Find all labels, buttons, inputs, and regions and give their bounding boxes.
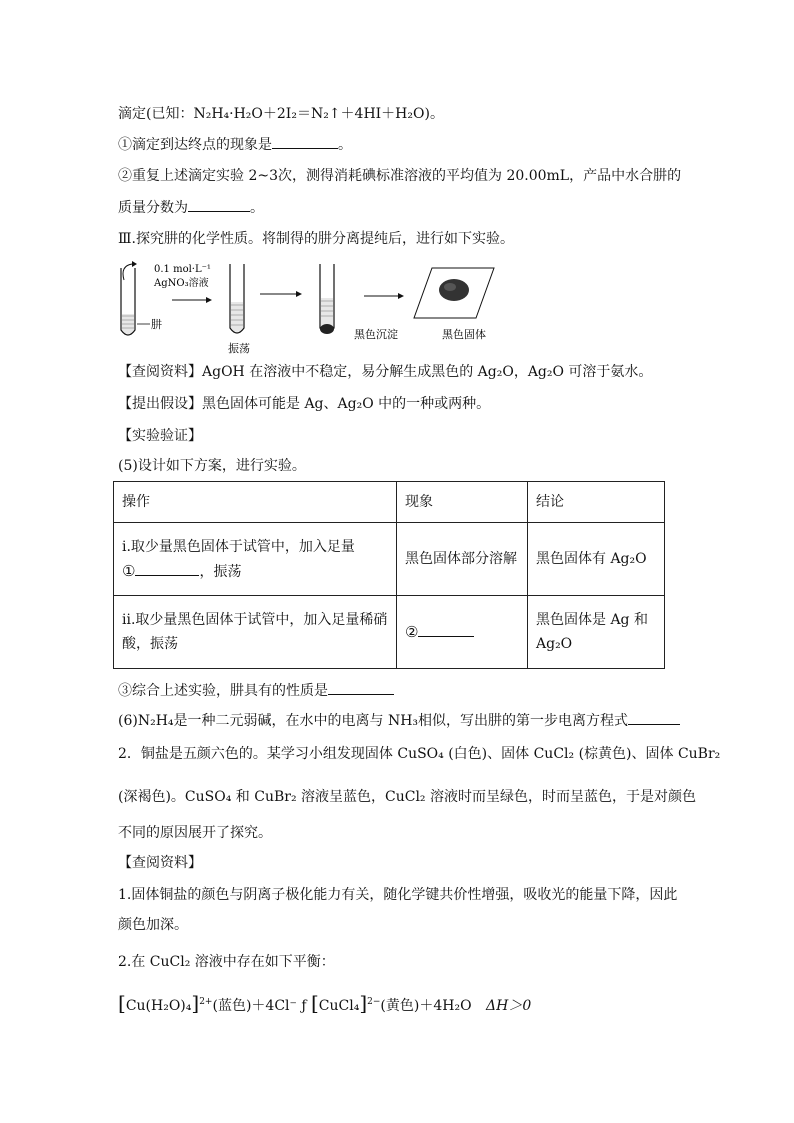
- arrow-head: [296, 291, 302, 297]
- conclusion-text: 黑色固体有 Ag₂O: [536, 551, 647, 567]
- conclusion-cell: [528, 523, 665, 596]
- test-tube-3: [320, 264, 334, 334]
- problem-text: (深褐色)。CuSO₄ 和 CuBr₂ 溶液呈蓝色，CuCl₂ 溶液时而呈绿色，时而呈蓝色，于是对颜色: [118, 789, 696, 805]
- arrow-head: [132, 261, 137, 267]
- reference-text: 1.固体铜盐的颜色与阴离子极化能力有关，随化学键共价性增强，吸收光的能量下降，因此: [118, 887, 678, 903]
- problem-text: 不同的原因展开了探究。: [118, 825, 272, 841]
- shake-label: 振荡: [228, 342, 250, 355]
- titration-equation: 滴定(已知：N₂H₄·H₂O＋2I₂＝N₂↑＋4HI＋H₂O)。: [118, 106, 444, 122]
- table-header-row: [114, 482, 665, 523]
- reagent-name: AgNO₃溶液: [154, 278, 209, 289]
- problem-2-intro: [118, 744, 721, 764]
- black-precipitate-label: 黑色沉淀: [354, 328, 398, 341]
- hydrazine-label: 肼: [151, 318, 162, 331]
- equation-text: (黄色)＋4H₂O: [380, 998, 472, 1014]
- reagent-concentration: 0.1 mol·L⁻¹: [154, 264, 211, 275]
- question-5: [118, 456, 678, 476]
- arrow-head: [206, 297, 212, 303]
- equilibrium-equation: [118, 990, 531, 1018]
- text-line: [118, 104, 678, 124]
- table-row: [114, 596, 665, 669]
- experiment-diagram: [110, 258, 530, 358]
- hypothesis: [118, 394, 678, 414]
- problem-2-line: [118, 823, 678, 843]
- bracket-close: ]: [359, 991, 368, 1015]
- answer-blank[interactable]: [135, 561, 199, 576]
- ion-charge: 2+: [199, 997, 213, 1007]
- reference-text: 颜色加深。: [118, 917, 188, 933]
- operation-text: ，振荡: [199, 563, 242, 580]
- operation-cell: [114, 523, 397, 596]
- operation-text: 酸，振荡: [122, 636, 178, 652]
- conclusion-text: 黑色固体是 Ag 和: [536, 612, 648, 628]
- conclusion-cell: [528, 596, 665, 669]
- operation-text: ⅰ.取少量黑色固体于试管中，加入足量: [122, 538, 355, 555]
- question-2-cont: [118, 197, 678, 218]
- enthalpy-change: ΔH＞0: [486, 998, 532, 1014]
- question-1: [118, 134, 678, 155]
- table-row: [114, 523, 665, 596]
- question-2: [118, 166, 682, 186]
- punctuation: 。: [250, 200, 264, 216]
- complex-ion-right: CuCl₄: [318, 998, 360, 1014]
- verification-heading: [118, 426, 678, 446]
- question-text: (5)设计如下方案，进行实验。: [118, 458, 306, 474]
- bracket-open: [: [310, 991, 319, 1015]
- bracket-close: ]: [191, 991, 200, 1015]
- header-conclusion: 结论: [528, 482, 665, 523]
- problem-text: 2．铜盐是五颜六色的。某学习小组发现固体 CuSO₄ (白色)、固体 CuCl₂ (棕黄色)、固体 CuBr₂: [118, 746, 721, 762]
- answer-blank[interactable]: [328, 680, 394, 695]
- phenomenon-cell: [397, 596, 528, 669]
- circle-number: ②: [405, 622, 419, 641]
- operation-line-2: [122, 559, 388, 584]
- question-text: 质量分数为: [118, 200, 188, 216]
- answer-blank[interactable]: [188, 197, 250, 212]
- black-solid-label: 黑色固体: [442, 328, 486, 341]
- header-operation: 操作: [114, 482, 397, 523]
- section-heading: [118, 229, 678, 249]
- reference-item-1-cont: [118, 915, 678, 935]
- section-text: Ⅲ.探究肼的化学性质。将制得的肼分离提纯后，进行如下实验。: [118, 231, 514, 247]
- equation-text: (蓝色)＋4Cl⁻ ƒ: [212, 998, 311, 1014]
- reference-heading: [118, 853, 678, 873]
- question-text: ③综合上述实验，肼具有的性质是: [118, 683, 328, 699]
- experiment-table: [113, 481, 665, 669]
- question-text: ①滴定到达终点的现象是: [118, 137, 272, 153]
- test-tube-2: [230, 264, 244, 333]
- bracket-open: [: [118, 991, 126, 1015]
- answer-blank[interactable]: [418, 622, 474, 637]
- question-text: (6)N₂H₄是一种二元弱碱，在水中的电离与 NH₃相似，写出肼的第一步电离方程式: [118, 713, 629, 729]
- reference-info: [118, 362, 678, 382]
- reference-item-2: [118, 952, 678, 972]
- question-text: ②重复上述滴定实验 2~3次，测得消耗碘标准溶液的平均值为 20.00mL，产品中水合肼的: [118, 168, 682, 184]
- conclusion-text: Ag₂O: [536, 636, 573, 652]
- phenomenon-cell: 黑色固体部分溶解: [397, 523, 528, 596]
- reference-text: 【查阅资料】AgOH 在溶液中不稳定，易分解生成黑色的 Ag₂O，Ag₂O 可溶于氨水。: [118, 364, 653, 380]
- header-phenomenon: 现象: [397, 482, 528, 523]
- heading-text: 【查阅资料】: [118, 855, 202, 871]
- hypothesis-text: 【提出假设】黑色固体可能是 Ag、Ag₂O 中的一种或两种。: [118, 396, 491, 412]
- answer-blank[interactable]: [628, 710, 680, 725]
- complex-ion-left: Cu(H₂O)₄: [125, 998, 192, 1014]
- arrow-head: [398, 293, 404, 299]
- reference-text: 2.在 CuCl₂ 溶液中存在如下平衡：: [118, 954, 335, 970]
- operation-cell: [114, 596, 397, 669]
- heading-text: 【实验验证】: [118, 428, 202, 444]
- question-3: [118, 680, 678, 701]
- problem-2-line: [118, 787, 696, 807]
- operation-text: ⅱ.取少量黑色固体于试管中，加入足量稀硝: [122, 612, 388, 628]
- circle-number: ①: [122, 561, 136, 580]
- reference-item-1: [118, 885, 678, 905]
- punctuation: 。: [338, 137, 352, 153]
- filter-paper: [414, 268, 494, 318]
- pour-arrow: [123, 264, 132, 280]
- ion-charge: 2−: [367, 997, 381, 1007]
- question-6: [118, 710, 678, 731]
- answer-blank[interactable]: [272, 134, 338, 149]
